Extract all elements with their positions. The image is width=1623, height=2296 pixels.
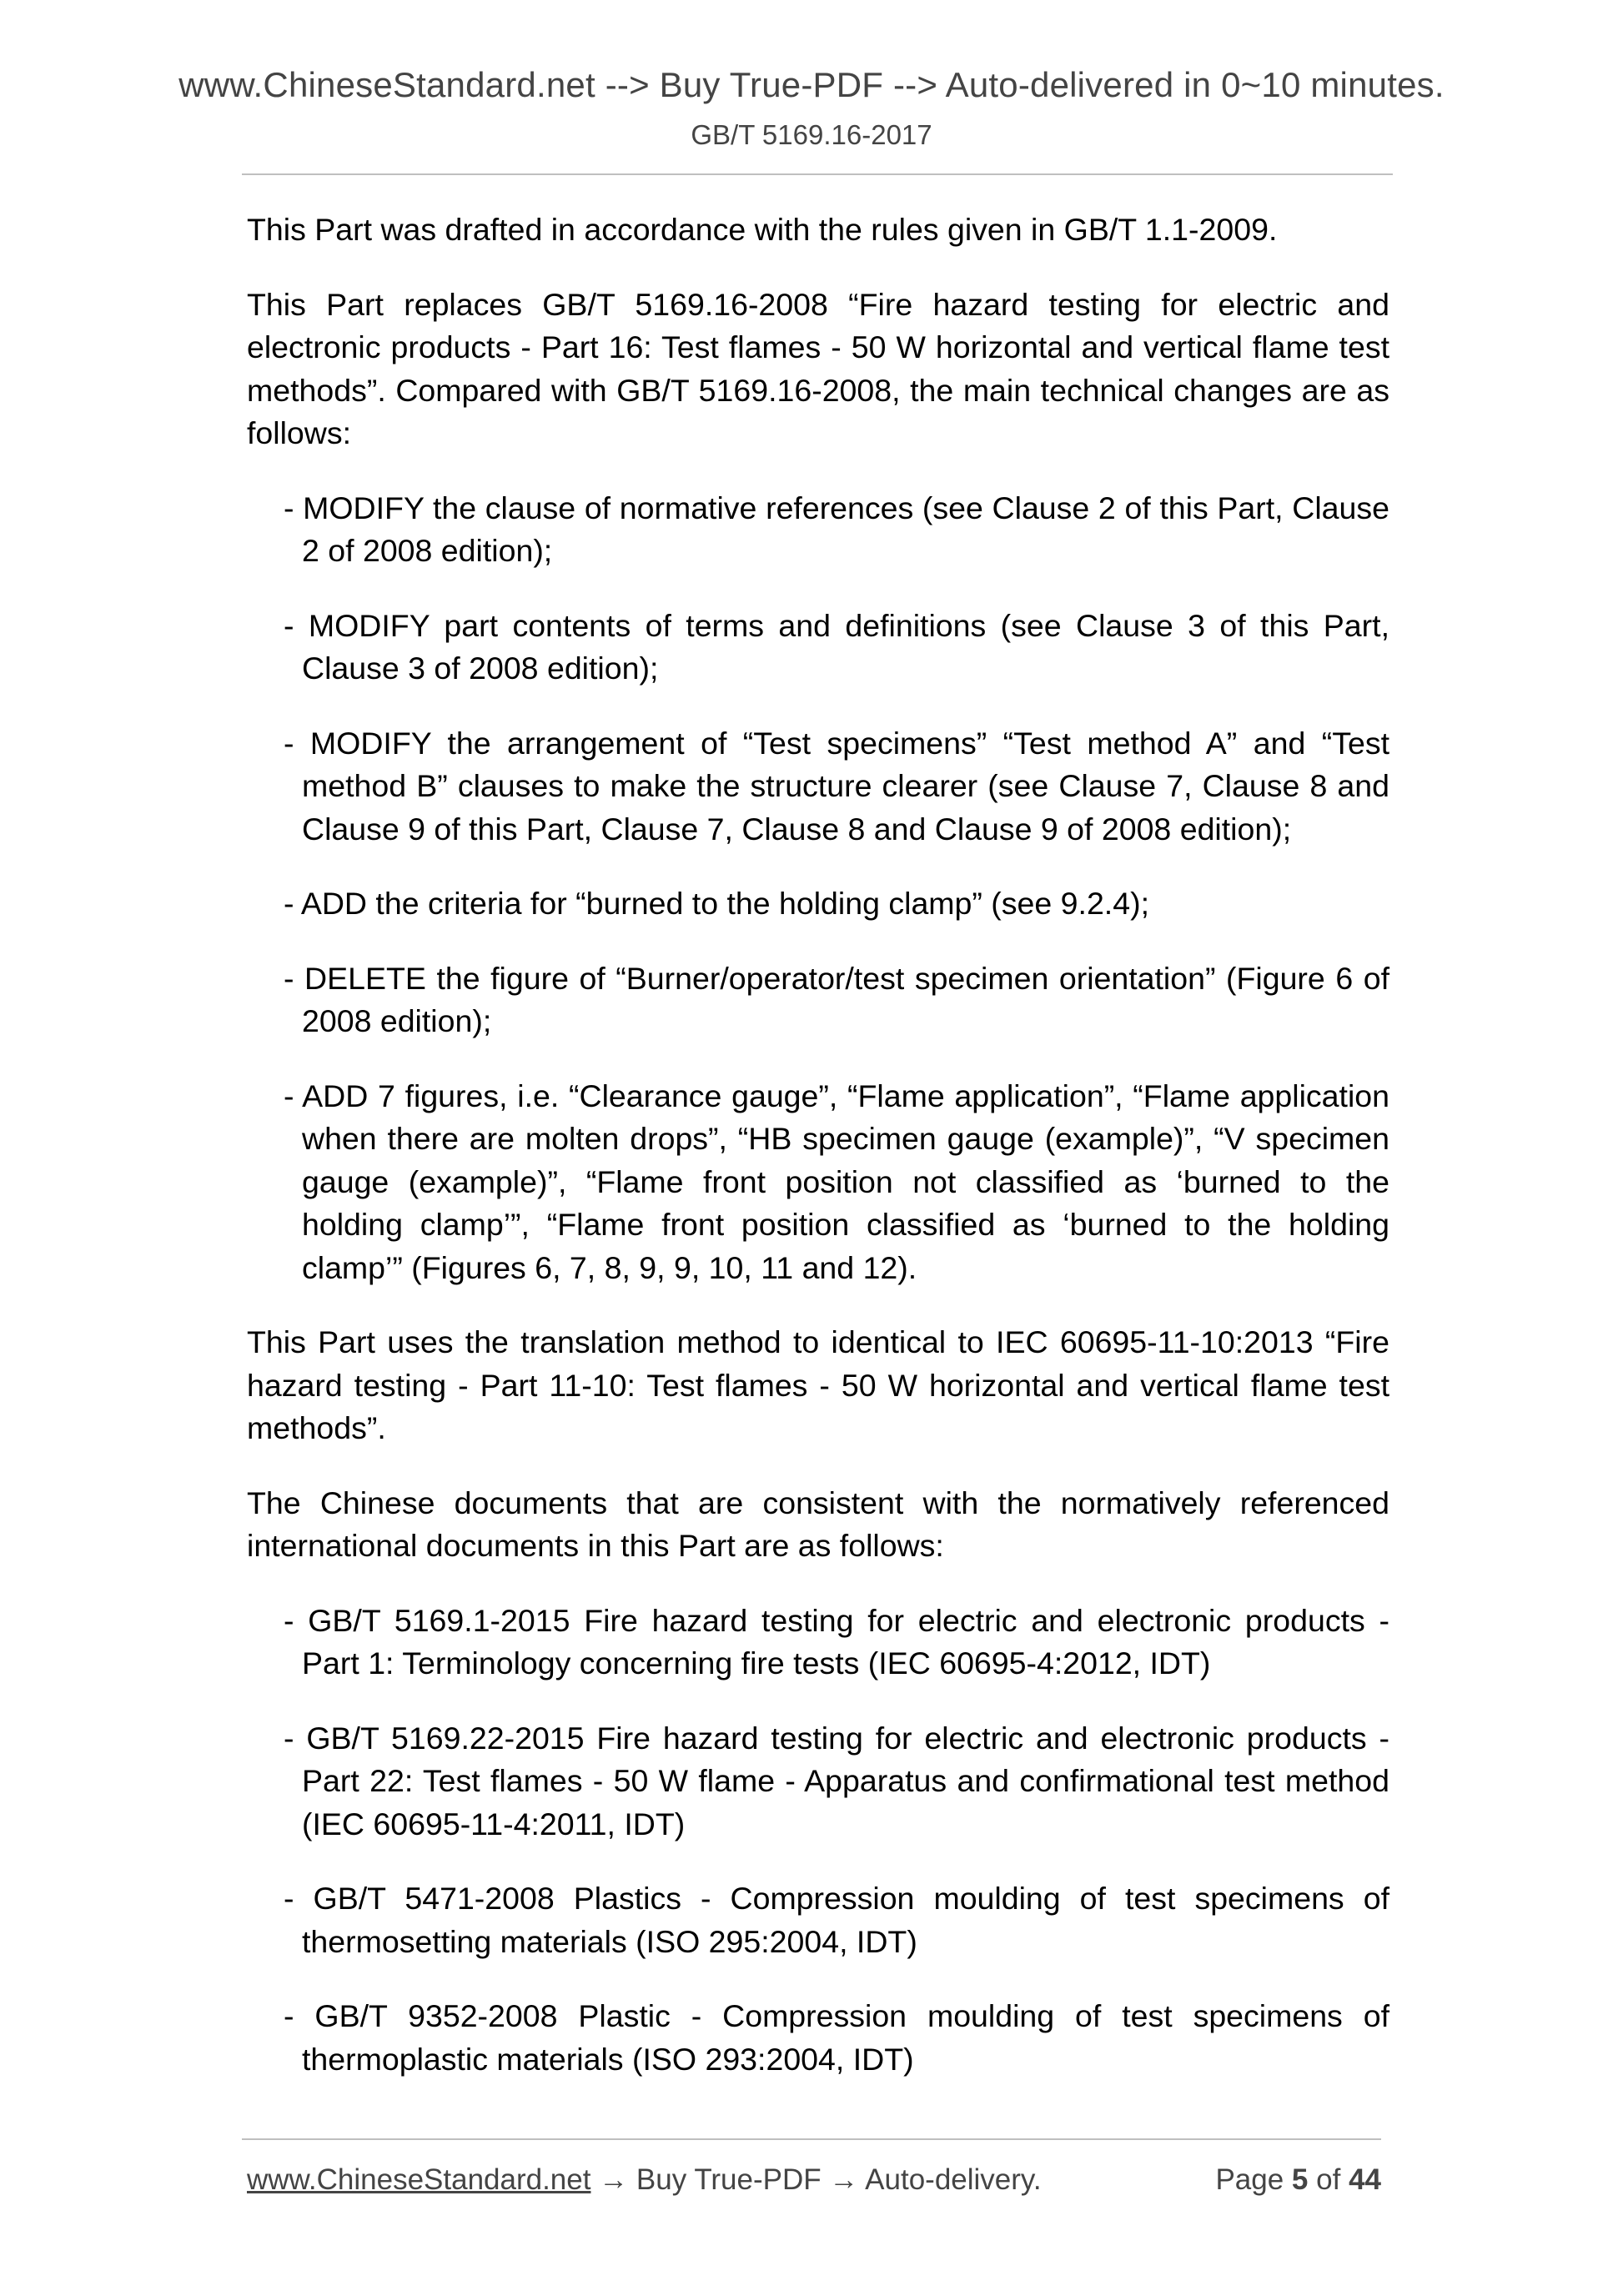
document-code: GB/T 5169.16-2017 <box>691 119 932 150</box>
page-indicator <box>1215 2163 1381 2197</box>
change-item: - ADD the criteria for “burned to the holding clamp” (see 9.2.4); <box>284 886 1149 921</box>
page-number: 5 <box>1291 2163 1309 2196</box>
header-divider <box>242 173 1393 175</box>
total-pages: 44 <box>1349 2163 1381 2196</box>
change-item: - MODIFY part contents of terms and definitions (see Clause 3 of this Part, Clause 3 of 2008 edition); <box>284 607 1389 686</box>
page-footer <box>247 2163 1381 2197</box>
paragraph-replacement: This Part replaces GB/T 5169.16-2008 “Fire hazard testing for electric and electronic products - Part 16: Test flames - 50 W horizontal and vertical flame test methods”. Compared with GB/T 5169.16-2008, the main technical changes are as follows: <box>247 286 1389 450</box>
page-label: Page <box>1215 2163 1284 2196</box>
reference-item: - GB/T 9352-2008 Plastic - Compression moulding of test specimens of thermoplastic materials (ISO 293:2004, IDT) <box>284 1998 1389 2077</box>
reference-item: - GB/T 5169.1-2015 Fire hazard testing for electric and electronic products - Part 1: Terminology concerning fire tests (IEC 60695-4:2012, IDT) <box>284 1602 1389 1681</box>
reference-item: - GB/T 5471-2008 Plastics - Compression moulding of test specimens of thermosetting materials (ISO 295:2004, IDT) <box>284 1881 1389 1959</box>
footer-tagline: → Buy True-PDF → Auto-delivery. <box>590 2163 1042 2196</box>
of-label: of <box>1316 2163 1341 2196</box>
footer-divider <box>242 2138 1381 2140</box>
paragraph-translation-method: This Part uses the translation method to identical to IEC 60695-11-10:2013 “Fire hazard testing - Part 11-10: Test flames - 50 W horizontal and vertical flame test methods”. <box>247 1324 1389 1445</box>
change-item: - MODIFY the clause of normative references (see Clause 2 of this Part, Clause 2 of 2008 edition); <box>284 490 1389 568</box>
change-item: - ADD 7 figures, i.e. “Clearance gauge”, “Flame application”, “Flame application when there are molten drops”, “HB specimen gauge (example)”, “V specimen gauge (example)”, “Flame front position not classified as ‘burned to the holding clamp’”, “Flame front position classified as ‘burned to the holding clamp’” (Figures 6, 7, 8, 9, 9, 10, 11 and 12). <box>284 1078 1389 1285</box>
document-body <box>247 208 1389 2113</box>
footer-site-link[interactable]: www.ChineseStandard.net <box>247 2163 591 2196</box>
change-item: - DELETE the figure of “Burner/operator/test specimen orientation” (Figure 6 of 2008 edition); <box>284 960 1389 1038</box>
paragraph-drafting-rules: This Part was drafted in accordance with the rules given in GB/T 1.1-2009. <box>247 212 1278 247</box>
header-banner: www.ChineseStandard.net --> Buy True-PDF --> Auto-delivered in 0~10 minutes. <box>178 65 1445 104</box>
reference-item: - GB/T 5169.22-2015 Fire hazard testing for electric and electronic products -Part 22: Test flames - 50 W flame - Apparatus and confirmational test method (IEC 60695-11-4:2011, IDT) <box>284 1720 1389 1841</box>
paragraph-consistent-documents: The Chinese documents that are consistent with the normatively referenced international documents in this Part are as follows: <box>247 1485 1389 1563</box>
change-item: - MODIFY the arrangement of “Test specimens” “Test method A” and “Test method B” clauses to make the structure clearer (see Clause 7, Clause 8 and Clause 9 of this Part, Clause 7, Clause 8 and Clause 9 of 2008 edition); <box>284 725 1389 847</box>
